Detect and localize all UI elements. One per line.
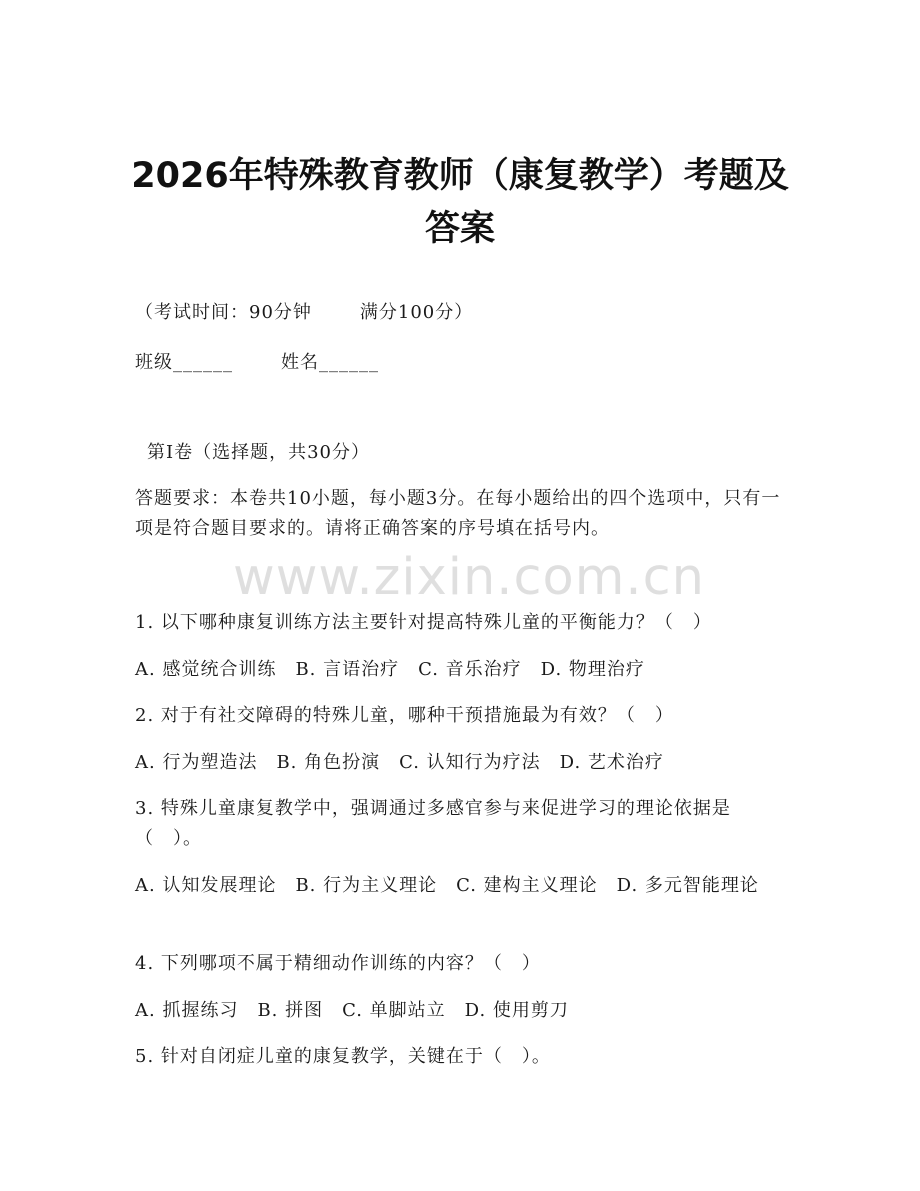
question-1-stem: 1. 以下哪种康复训练方法主要针对提高特殊儿童的平衡能力？（ ） [135, 612, 712, 633]
watermark: www.zixin.com.cn [233, 548, 705, 607]
section-instructions: 答题要求：本卷共10小题，每小题3分。在每小题给出的四个选项中，只有一项是符合题目要求的。请将正确答案的序号填在括号内。 [135, 488, 781, 539]
document-title: 2026年特殊教育教师（康复教学）考题及答案 [131, 156, 789, 249]
exam-info [135, 298, 785, 328]
question-4-options: A. 抓握练习 B. 拼图 C. 单脚站立 D. 使用剪刀 [135, 1000, 569, 1021]
question-2-stem: 2. 对于有社交障碍的特殊儿童，哪种干预措施最为有效？（ ） [135, 705, 674, 726]
name-field: 姓名______ [281, 352, 379, 373]
question-5-stem: 5. 针对自闭症儿童的康复教学，关键在于（ ）。 [135, 1046, 551, 1067]
question-3-stem: 3. 特殊儿童康复教学中，强调通过多感官参与来促进学习的理论依据是（ ）。 [135, 798, 731, 849]
exam-score: 满分100分） [359, 302, 474, 323]
question-4-stem: 4. 下列哪项不属于精细动作训练的内容？（ ） [135, 953, 541, 974]
question-1-options: A. 感觉统合训练 B. 言语治疗 C. 音乐治疗 D. 物理治疗 [135, 659, 645, 680]
section-heading: 第Ⅰ卷（选择题，共30分） [147, 442, 371, 463]
question-2-options: A. 行为塑造法 B. 角色扮演 C. 认知行为疗法 D. 艺术治疗 [135, 752, 664, 773]
exam-time: （考试时间：90分钟 [135, 302, 312, 323]
class-field: 班级______ [135, 352, 233, 373]
question-3-options: A. 认知发展理论 B. 行为主义理论 C. 建构主义理论 D. 多元智能理论 [135, 875, 759, 896]
student-fields [135, 348, 785, 378]
